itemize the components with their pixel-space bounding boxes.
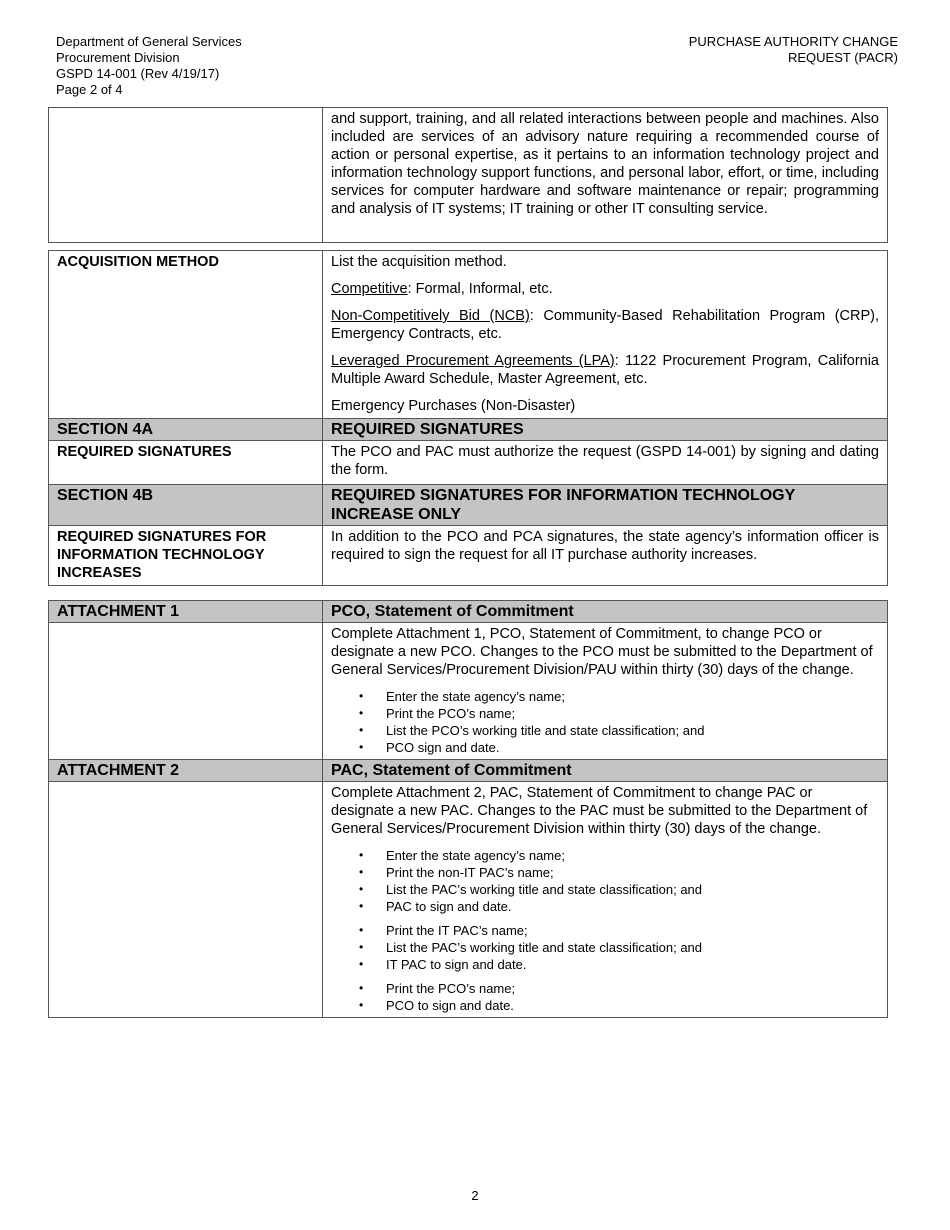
page-number: 2 (471, 1188, 479, 1203)
list-item: • PCO to sign and date. (331, 997, 879, 1014)
acquisition-method-row (49, 251, 888, 419)
header-form-number: GSPD 14-001 (Rev 4/19/17) (56, 66, 220, 81)
section-4a-header-row (49, 419, 888, 441)
acquisition-ncb (331, 307, 879, 343)
required-signatures-text: The PCO and PAC must authorize the request (GSPD 14-001) by signing and dating the form. (323, 441, 888, 485)
section-4b-label: SECTION 4B (49, 485, 323, 526)
acquisition-method-label: ACQUISITION METHOD (49, 251, 323, 419)
attachment-1-title: PCO, Statement of Commitment (323, 601, 888, 623)
acquisition-intro: List the acquisition method. (331, 254, 507, 270)
list-item: • Print the non-IT PAC’s name; (331, 864, 879, 881)
section-4b-title: REQUIRED SIGNATURES FOR INFORMATION TECHNOLOGY INCREASE ONLY (323, 485, 888, 526)
list-item: • Print the IT PAC’s name; (331, 922, 879, 939)
continuation-row (49, 108, 888, 243)
acquisition-lpa (331, 352, 879, 388)
header-division: Procurement Division (56, 50, 180, 65)
attachment-1-label: ATTACHMENT 1 (49, 601, 323, 623)
competitive-text: : Formal, Informal, etc. (407, 281, 553, 297)
attachment-2-bullet-list-a (331, 847, 879, 915)
header-page-of: Page 2 of 4 (56, 82, 123, 97)
attachment-1-body-row (49, 623, 888, 760)
list-item: • List the PCO’s working title and state classification; and (331, 722, 879, 739)
attachment-2-label: ATTACHMENT 2 (49, 760, 323, 782)
competitive-term: Competitive (331, 281, 408, 297)
attachment-2-title: PAC, Statement of Commitment (323, 760, 888, 782)
list-item: • IT PAC to sign and date. (331, 956, 879, 973)
section-4a-label: SECTION 4A (49, 419, 323, 441)
continuation-label-cell (49, 108, 323, 243)
attachment-2-empty-cell (49, 782, 323, 1018)
section-4a-title: REQUIRED SIGNATURES (323, 419, 888, 441)
list-item: • List the PAC’s working title and state classification; and (331, 939, 879, 956)
it-signatures-text: In addition to the PCO and PCA signatures, the state agency’s information officer is required to sign the request for all IT purchase authority increases. (323, 526, 888, 586)
lpa-text: : 1122 Procurement Program, California Multiple Award Schedule, Master Agreement, etc. (331, 353, 879, 387)
attachment-2-bullet-list-b (331, 922, 879, 973)
attachment-2-header-row (49, 760, 888, 782)
attachment-1-header-row (49, 601, 888, 623)
attachment-2-content (323, 782, 888, 1018)
acquisition-method-content (323, 251, 888, 419)
attachment-1-text: Complete Attachment 1, PCO, Statement of Commitment, to change PCO or designate a new PCO. Changes to the PCO must be submitted to the Department of General Services/Procurement Division/PAU within thirty (30) days of the change. (331, 626, 873, 678)
acquisition-signatures-table (48, 250, 888, 586)
list-item: • List the PAC’s working title and state classification; and (331, 881, 879, 898)
continuation-table (48, 107, 888, 243)
attachment-1-bullet-list (331, 688, 879, 756)
acquisition-emergency: Emergency Purchases (Non-Disaster) (331, 398, 576, 414)
attachment-2-text: Complete Attachment 2, PAC, Statement of Commitment to change PAC or designate a new PAC. Changes to the PAC must be submitted to the Department of General Services/Procurement Division within thirty (30) days of the change. (331, 785, 868, 837)
header-form-title (689, 34, 898, 66)
acquisition-competitive (331, 280, 879, 298)
attachment-2-bullet-list-c (331, 980, 879, 1014)
attachment-1-empty-cell (49, 623, 323, 760)
it-signatures-label: REQUIRED SIGNATURES FOR INFORMATION TECHNOLOGY INCREASES (49, 526, 323, 586)
list-item: • Enter the state agency’s name; (331, 688, 879, 705)
list-item: • Print the PCO’s name; (331, 705, 879, 722)
attachments-table (48, 600, 888, 1018)
header-title-line-1: PURCHASE AUTHORITY CHANGE (688, 34, 898, 49)
header-agency-block (56, 34, 242, 98)
it-signatures-row (49, 526, 888, 586)
lpa-term: Leveraged Procurement Agreements (LPA) (331, 353, 615, 369)
list-item: • PCO sign and date. (331, 739, 879, 756)
list-item: • Print the PCO’s name; (331, 980, 879, 997)
required-signatures-label: REQUIRED SIGNATURES (49, 441, 323, 485)
attachment-1-content (323, 623, 888, 760)
required-signatures-row (49, 441, 888, 485)
header-department: Department of General Services (56, 34, 242, 49)
section-4b-header-row (49, 485, 888, 526)
attachment-2-body-row (49, 782, 888, 1018)
list-item: • PAC to sign and date. (331, 898, 879, 915)
header-title-line-2: REQUEST (PACR) (787, 50, 898, 65)
list-item: • Enter the state agency’s name; (331, 847, 879, 864)
ncb-text: : Community-Based Rehabilitation Program (CRP), Emergency Contracts, etc. (331, 308, 880, 342)
continuation-text: and support, training, and all related interactions between people and machines. Also included are services of an advisory nature requiring a recommended course of action or personal expertise, as it pertains to an information technology project and information technology support functions, and personal labor, effort, or time, including services for computer hardware and software maintenance or repair; programming and analysis of IT systems; IT training or other IT consulting service. (323, 108, 888, 243)
ncb-term: Non-Competitively Bid (NCB) (331, 308, 530, 324)
